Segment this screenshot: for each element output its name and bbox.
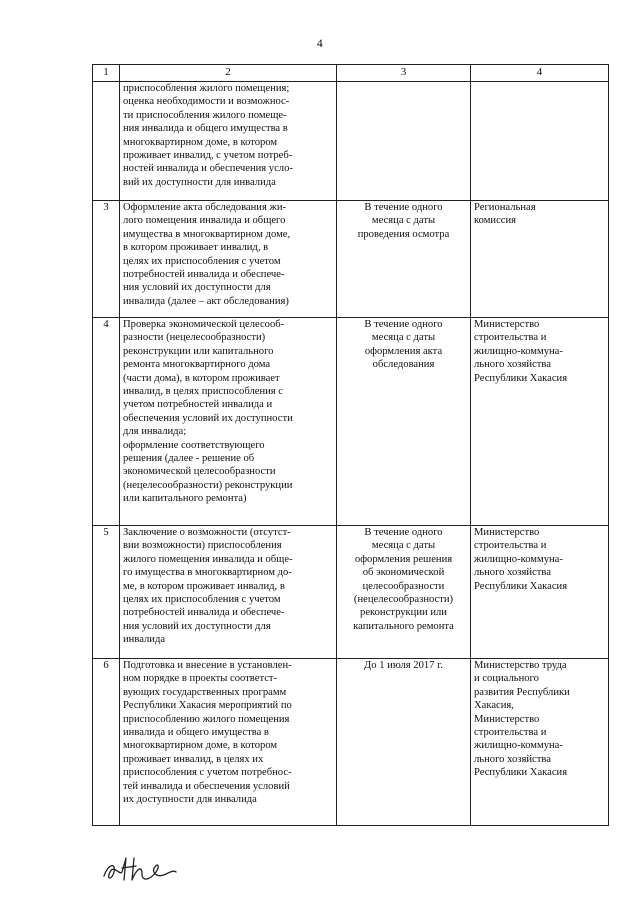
- cell-text-line: До 1 июля 2017 г.: [364, 660, 443, 671]
- cell-text-line: оценка необходимости и возможнос-: [123, 96, 290, 108]
- cell-text-line: оформления акта: [364, 345, 443, 357]
- header-cell-deadline: 3: [337, 65, 471, 82]
- cell-text-line: учетом потребностей инвалида и: [123, 399, 273, 411]
- cell-text-line: тей инвалида и обеспечения условий: [123, 780, 290, 792]
- cell-text-line: или капитального ремонта): [123, 493, 247, 505]
- cell-text-line: приспособления с учетом потребнос-: [123, 767, 292, 779]
- cell-text-line: строительства и: [474, 332, 547, 344]
- cell-text-line: экономической целесообразности: [123, 466, 276, 478]
- row-number: 5: [93, 526, 120, 659]
- cell-text-line: капитального ремонта: [353, 620, 454, 632]
- cell-text-line: Республики Хакасия: [474, 580, 568, 592]
- cell-text-line: В течение одного: [364, 319, 443, 330]
- row-activity: [120, 659, 337, 826]
- row-responsible: [471, 318, 609, 526]
- cell-text-line: вующих государственных программ: [123, 686, 287, 698]
- row-number: 3: [93, 201, 120, 318]
- cell-text-line: оформление соответствующего: [123, 439, 265, 451]
- cell-text-line: месяца с даты: [371, 332, 436, 344]
- cell-text-line: Оформление акта обследования жи-: [123, 202, 287, 213]
- cell-text-line: льного хозяйства: [474, 567, 551, 579]
- cell-text-line: (части дома), в котором проживает: [123, 372, 280, 384]
- row-responsible: [471, 526, 609, 659]
- cell-text-line: жилищно-коммуна-: [474, 740, 563, 752]
- cell-text-line: реконструкции или: [360, 607, 447, 619]
- cell-text-line: ти приспособления жилого помеще-: [123, 109, 287, 121]
- cell-text-line: потребностей инвалида и обеспече-: [123, 607, 285, 619]
- cell-text-line: Республики Хакасия: [474, 372, 568, 384]
- cell-text-line: приспособления жилого помещения;: [123, 83, 290, 94]
- row-number: 6: [93, 659, 120, 826]
- row-activity: [120, 201, 337, 318]
- cell-text-line: жилищно-коммуна-: [474, 553, 563, 565]
- cell-text-line: жилого помещения инвалида и обще-: [123, 553, 293, 565]
- cell-text-line: Министерство: [474, 713, 540, 725]
- cell-text-line: реконструкции или капитального: [123, 345, 274, 357]
- table-row: [93, 659, 609, 826]
- header-cell-responsible: 4: [471, 65, 609, 82]
- cell-text-line: ностей инвалида и обеспечения усло-: [123, 163, 293, 175]
- table-row: [93, 526, 609, 659]
- cell-text-line: оформления решения: [354, 553, 453, 565]
- cell-text-line: ния инвалида и общего имущества в: [123, 123, 288, 135]
- cell-text-line: ме, в котором проживает инвалид, в: [123, 580, 285, 592]
- cell-text-line: Подготовка и внесение в установлен-: [123, 660, 292, 671]
- row-responsible: [471, 201, 609, 318]
- cell-text-line: комиссия: [474, 215, 517, 227]
- header-cell-number: 1: [93, 65, 120, 82]
- table-row: [93, 82, 609, 201]
- row-activity: [120, 318, 337, 526]
- cell-text-line: целесообразности: [362, 580, 445, 592]
- row-responsible: [471, 659, 609, 826]
- cell-text-line: ния условий их доступности для: [123, 282, 271, 294]
- cell-text-line: Министерство труда: [474, 660, 567, 671]
- cell-text-line: лого помещения инвалида и общего: [123, 215, 286, 227]
- cell-text-line: ном порядке в проекты соответст-: [123, 673, 278, 685]
- cell-text-line: Региональная: [474, 202, 536, 213]
- cell-text-line: В течение одного: [364, 527, 443, 538]
- row-responsible: [471, 82, 609, 201]
- cell-text-line: инвалида и общего имущества в: [123, 727, 269, 739]
- cell-text-line: В течение одного: [364, 202, 443, 213]
- cell-text-line: многоквартирном доме, в котором: [123, 740, 278, 752]
- cell-text-line: строительства и: [474, 727, 547, 739]
- cell-text-line: об экономической: [362, 567, 445, 579]
- cell-text-line: льного хозяйства: [474, 753, 551, 765]
- cell-text-line: ремонта многоквартирного дома: [123, 359, 271, 371]
- plan-table: [92, 64, 609, 826]
- cell-text-line: Республики Хакасия: [474, 767, 568, 779]
- cell-text-line: проживает инвалид, с учетом потреб-: [123, 150, 293, 162]
- header-cell-activity: 2: [120, 65, 337, 82]
- cell-text-line: обследования: [372, 359, 435, 371]
- cell-text-line: приспособлению жилого помещения: [123, 713, 290, 725]
- table-row: [93, 318, 609, 526]
- row-number: 4: [93, 318, 120, 526]
- row-deadline: [337, 201, 471, 318]
- cell-text-line: решения (далее - решение об: [123, 453, 255, 465]
- row-number: [93, 82, 120, 201]
- cell-text-line: Хакасия,: [474, 700, 514, 712]
- cell-text-line: инвалид, в целях приспособления с: [123, 386, 284, 398]
- cell-text-line: Министерство: [474, 319, 540, 330]
- row-activity: [120, 526, 337, 659]
- cell-text-line: жилищно-коммуна-: [474, 345, 563, 357]
- row-deadline: [337, 659, 471, 826]
- cell-text-line: строительства и: [474, 540, 547, 552]
- cell-text-line: проживает инвалид, в целях их: [123, 753, 264, 765]
- cell-text-line: Республики Хакасия мероприятий по: [123, 700, 292, 712]
- row-deadline: [337, 82, 471, 201]
- cell-text-line: инвалида (далее – акт обследования): [123, 295, 289, 307]
- cell-text-line: в котором проживает инвалид, в: [123, 242, 269, 254]
- cell-text-line: и социального: [474, 673, 539, 685]
- cell-text-line: Министерство: [474, 527, 540, 538]
- cell-text-line: разности (нецелесообразности): [123, 332, 266, 344]
- cell-text-line: го имущества в многоквартирном до-: [123, 567, 292, 579]
- cell-text-line: для инвалида;: [123, 426, 187, 438]
- cell-text-line: месяца с даты: [371, 540, 436, 552]
- cell-text-line: целях их приспособления с учетом: [123, 594, 281, 606]
- table-header-row: [93, 65, 609, 82]
- cell-text-line: имущества в многоквартирном доме,: [123, 228, 291, 240]
- cell-text-line: Проверка экономической целесооб-: [123, 319, 285, 330]
- handwritten-signature: [100, 850, 180, 886]
- row-deadline: [337, 526, 471, 659]
- cell-text-line: месяца с даты: [371, 215, 436, 227]
- cell-text-line: инвалида: [123, 634, 166, 646]
- cell-text-line: (нецелесообразности) реконструкции: [123, 479, 293, 491]
- cell-text-line: многоквартирном доме, в котором: [123, 136, 278, 148]
- cell-text-line: вии возможности) приспособления: [123, 540, 282, 552]
- cell-text-line: ния условий их доступности для: [123, 620, 271, 632]
- cell-text-line: вий их доступности для инвалида: [123, 176, 276, 188]
- cell-text-line: льного хозяйства: [474, 359, 551, 371]
- cell-text-line: потребностей инвалида и обеспече-: [123, 269, 285, 281]
- table-row: [93, 201, 609, 318]
- cell-text-line: Заключение о возможности (отсутст-: [123, 527, 291, 538]
- page-number: 4: [316, 36, 324, 50]
- cell-text-line: целях их приспособления с учетом: [123, 255, 281, 267]
- cell-text-line: проведения осмотра: [357, 228, 450, 240]
- row-activity: [120, 82, 337, 201]
- cell-text-line: развития Республики: [474, 686, 570, 698]
- cell-text-line: их доступности для инвалида: [123, 794, 257, 806]
- row-deadline: [337, 318, 471, 526]
- cell-text-line: обеспечения условий их доступности: [123, 412, 293, 424]
- cell-text-line: (нецелесообразности): [353, 594, 454, 606]
